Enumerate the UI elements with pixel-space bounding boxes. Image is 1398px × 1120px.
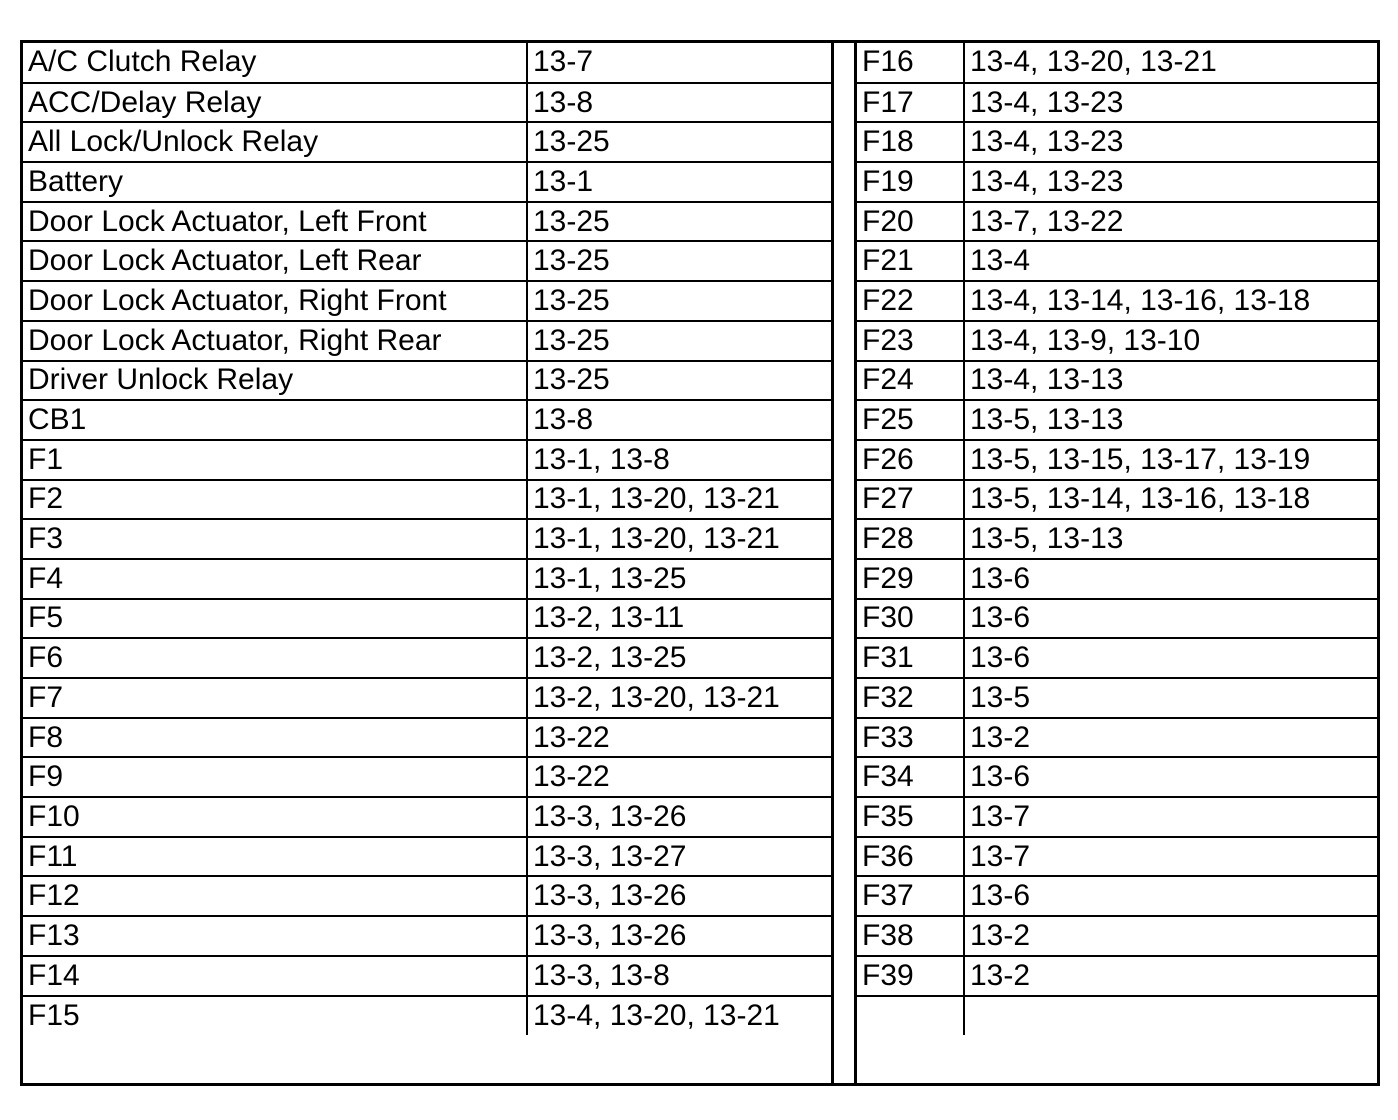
page-reference-cell: 13-2, 13-11 [527, 599, 831, 639]
component-name-cell: F25 [857, 400, 964, 440]
table-row [23, 241, 831, 281]
table-row [23, 361, 831, 401]
component-index-table [20, 40, 1380, 1086]
table-row [23, 281, 831, 321]
component-name-cell: F17 [857, 83, 964, 123]
table-row [857, 440, 1377, 480]
component-name-cell: F28 [857, 519, 964, 559]
component-name-cell: F30 [857, 599, 964, 639]
page-reference-cell: 13-25 [527, 361, 831, 401]
component-name-cell: F2 [23, 480, 527, 520]
table-row [23, 996, 831, 1036]
page-reference-cell: 13-2 [964, 718, 1377, 758]
page-reference-cell: 13-3, 13-26 [527, 797, 831, 837]
table-row [23, 480, 831, 520]
page-reference-cell: 13-6 [964, 638, 1377, 678]
table-row [23, 83, 831, 123]
table-row [857, 797, 1377, 837]
table-row [23, 162, 831, 202]
table-row [857, 480, 1377, 520]
table-row [23, 122, 831, 162]
table-row [23, 638, 831, 678]
page-reference-cell: 13-4, 13-23 [964, 83, 1377, 123]
page-reference-cell: 13-4, 13-23 [964, 122, 1377, 162]
page-reference-cell: 13-25 [527, 321, 831, 361]
component-name-cell: F39 [857, 956, 964, 996]
page-reference-cell: 13-25 [527, 241, 831, 281]
component-name-cell: F1 [23, 440, 527, 480]
table-row [857, 241, 1377, 281]
component-name-cell: F22 [857, 281, 964, 321]
component-name-cell: F21 [857, 241, 964, 281]
table-row [23, 321, 831, 361]
component-name-cell: Battery [23, 162, 527, 202]
page-reference-cell: 13-4, 13-13 [964, 361, 1377, 401]
component-name-cell: F13 [23, 916, 527, 956]
page-reference-cell: 13-5, 13-13 [964, 400, 1377, 440]
component-name-cell: A/C Clutch Relay [23, 43, 527, 83]
component-name-cell: F32 [857, 678, 964, 718]
component-name-cell: F11 [23, 837, 527, 877]
page-reference-cell: 13-1, 13-20, 13-21 [527, 519, 831, 559]
page-reference-cell: 13-25 [527, 202, 831, 242]
page-reference-cell: 13-5, 13-13 [964, 519, 1377, 559]
table-row [23, 876, 831, 916]
component-name-cell: F6 [23, 638, 527, 678]
component-name-cell: F10 [23, 797, 527, 837]
component-name-cell: F33 [857, 718, 964, 758]
page-reference-cell: 13-3, 13-26 [527, 916, 831, 956]
component-name-cell: F20 [857, 202, 964, 242]
component-name-cell: F37 [857, 876, 964, 916]
component-name-cell [857, 996, 964, 1036]
table-row [857, 956, 1377, 996]
table-row [23, 559, 831, 599]
right-column-table [857, 43, 1377, 1035]
component-name-cell: Door Lock Actuator, Right Rear [23, 321, 527, 361]
page-reference-cell: 13-3, 13-26 [527, 876, 831, 916]
page-reference-cell: 13-25 [527, 122, 831, 162]
page-reference-cell: 13-3, 13-27 [527, 837, 831, 877]
page-reference-cell: 13-4, 13-20, 13-21 [964, 43, 1377, 83]
component-name-cell: Door Lock Actuator, Left Front [23, 202, 527, 242]
component-name-cell: ACC/Delay Relay [23, 83, 527, 123]
component-name-cell: F38 [857, 916, 964, 956]
component-name-cell: F23 [857, 321, 964, 361]
page-reference-cell: 13-2 [964, 916, 1377, 956]
page-reference-cell: 13-7 [527, 43, 831, 83]
component-name-cell: Door Lock Actuator, Left Rear [23, 241, 527, 281]
table-row [23, 599, 831, 639]
left-table-body [23, 43, 831, 1035]
page-reference-cell: 13-7 [964, 837, 1377, 877]
page-reference-cell: 13-4 [964, 241, 1377, 281]
page-reference-cell: 13-5, 13-14, 13-16, 13-18 [964, 480, 1377, 520]
right-table-body [857, 43, 1377, 1035]
table-row [23, 519, 831, 559]
table-row [857, 361, 1377, 401]
table-row [857, 718, 1377, 758]
page-reference-cell: 13-7 [964, 797, 1377, 837]
table-row [857, 638, 1377, 678]
table-row [23, 797, 831, 837]
component-name-cell: F26 [857, 440, 964, 480]
component-name-cell: F36 [857, 837, 964, 877]
left-column-table [23, 43, 831, 1035]
component-name-cell: F29 [857, 559, 964, 599]
page-reference-cell: 13-7, 13-22 [964, 202, 1377, 242]
page-reference-cell: 13-6 [964, 876, 1377, 916]
component-name-cell: F34 [857, 757, 964, 797]
page-reference-cell: 13-3, 13-8 [527, 956, 831, 996]
table-row [857, 757, 1377, 797]
table-row [23, 757, 831, 797]
page-reference-cell: 13-4, 13-14, 13-16, 13-18 [964, 281, 1377, 321]
page-reference-cell: 13-4, 13-23 [964, 162, 1377, 202]
table-row [857, 837, 1377, 877]
table-row [23, 718, 831, 758]
table-row [23, 837, 831, 877]
page-reference-cell: 13-22 [527, 757, 831, 797]
page-reference-cell: 13-25 [527, 281, 831, 321]
component-name-cell: Driver Unlock Relay [23, 361, 527, 401]
component-name-cell: F8 [23, 718, 527, 758]
table-row [857, 43, 1377, 83]
component-name-cell: CB1 [23, 400, 527, 440]
page-reference-cell: 13-2, 13-25 [527, 638, 831, 678]
component-name-cell: F7 [23, 678, 527, 718]
table-row [857, 202, 1377, 242]
component-name-cell: F31 [857, 638, 964, 678]
table-row [23, 43, 831, 83]
component-name-cell: F35 [857, 797, 964, 837]
page-reference-cell: 13-6 [964, 599, 1377, 639]
table-row [23, 956, 831, 996]
component-name-cell: Door Lock Actuator, Right Front [23, 281, 527, 321]
page-reference-cell: 13-2, 13-20, 13-21 [527, 678, 831, 718]
component-name-cell: F3 [23, 519, 527, 559]
component-name-cell: F15 [23, 996, 527, 1036]
page-reference-cell: 13-8 [527, 83, 831, 123]
table-row [857, 519, 1377, 559]
table-row [857, 876, 1377, 916]
table-row [857, 400, 1377, 440]
table-row [857, 559, 1377, 599]
table-row [857, 996, 1377, 1036]
table-row [857, 281, 1377, 321]
component-name-cell: F24 [857, 361, 964, 401]
table-row [23, 440, 831, 480]
page-reference-cell: 13-5 [964, 678, 1377, 718]
page-reference-cell: 13-2 [964, 956, 1377, 996]
page-reference-cell: 13-1, 13-20, 13-21 [527, 480, 831, 520]
table-row [23, 678, 831, 718]
page-reference-cell: 13-5, 13-15, 13-17, 13-19 [964, 440, 1377, 480]
component-name-cell: All Lock/Unlock Relay [23, 122, 527, 162]
page-reference-cell: 13-1, 13-25 [527, 559, 831, 599]
component-name-cell: F4 [23, 559, 527, 599]
page-reference-cell: 13-6 [964, 559, 1377, 599]
table-row [857, 321, 1377, 361]
page-reference-cell: 13-4, 13-9, 13-10 [964, 321, 1377, 361]
table-row [857, 83, 1377, 123]
page-reference-cell: 13-4, 13-20, 13-21 [533, 998, 780, 1032]
page-reference-cell: 13-8 [527, 400, 831, 440]
component-name-cell: F12 [23, 876, 527, 916]
table-row [857, 122, 1377, 162]
table-row [23, 916, 831, 956]
table-row [23, 400, 831, 440]
component-name-cell: F14 [23, 956, 527, 996]
component-name-cell: F18 [857, 122, 964, 162]
column-divider [831, 43, 857, 1083]
component-name-cell: F5 [23, 599, 527, 639]
page-reference-cell: 13-1 [527, 162, 831, 202]
page-reference-cell: 13-6 [964, 757, 1377, 797]
component-name-cell: F19 [857, 162, 964, 202]
table-row [857, 916, 1377, 956]
table-row [857, 599, 1377, 639]
page-reference-cell: 13-22 [527, 718, 831, 758]
page-reference-cell [964, 996, 1377, 1036]
table-row [857, 678, 1377, 718]
component-name-cell: F27 [857, 480, 964, 520]
table-row [23, 202, 831, 242]
component-name-cell: F16 [857, 43, 964, 83]
component-name-cell: F9 [23, 757, 527, 797]
page-reference-cell: 13-1, 13-8 [527, 440, 831, 480]
table-row [857, 162, 1377, 202]
